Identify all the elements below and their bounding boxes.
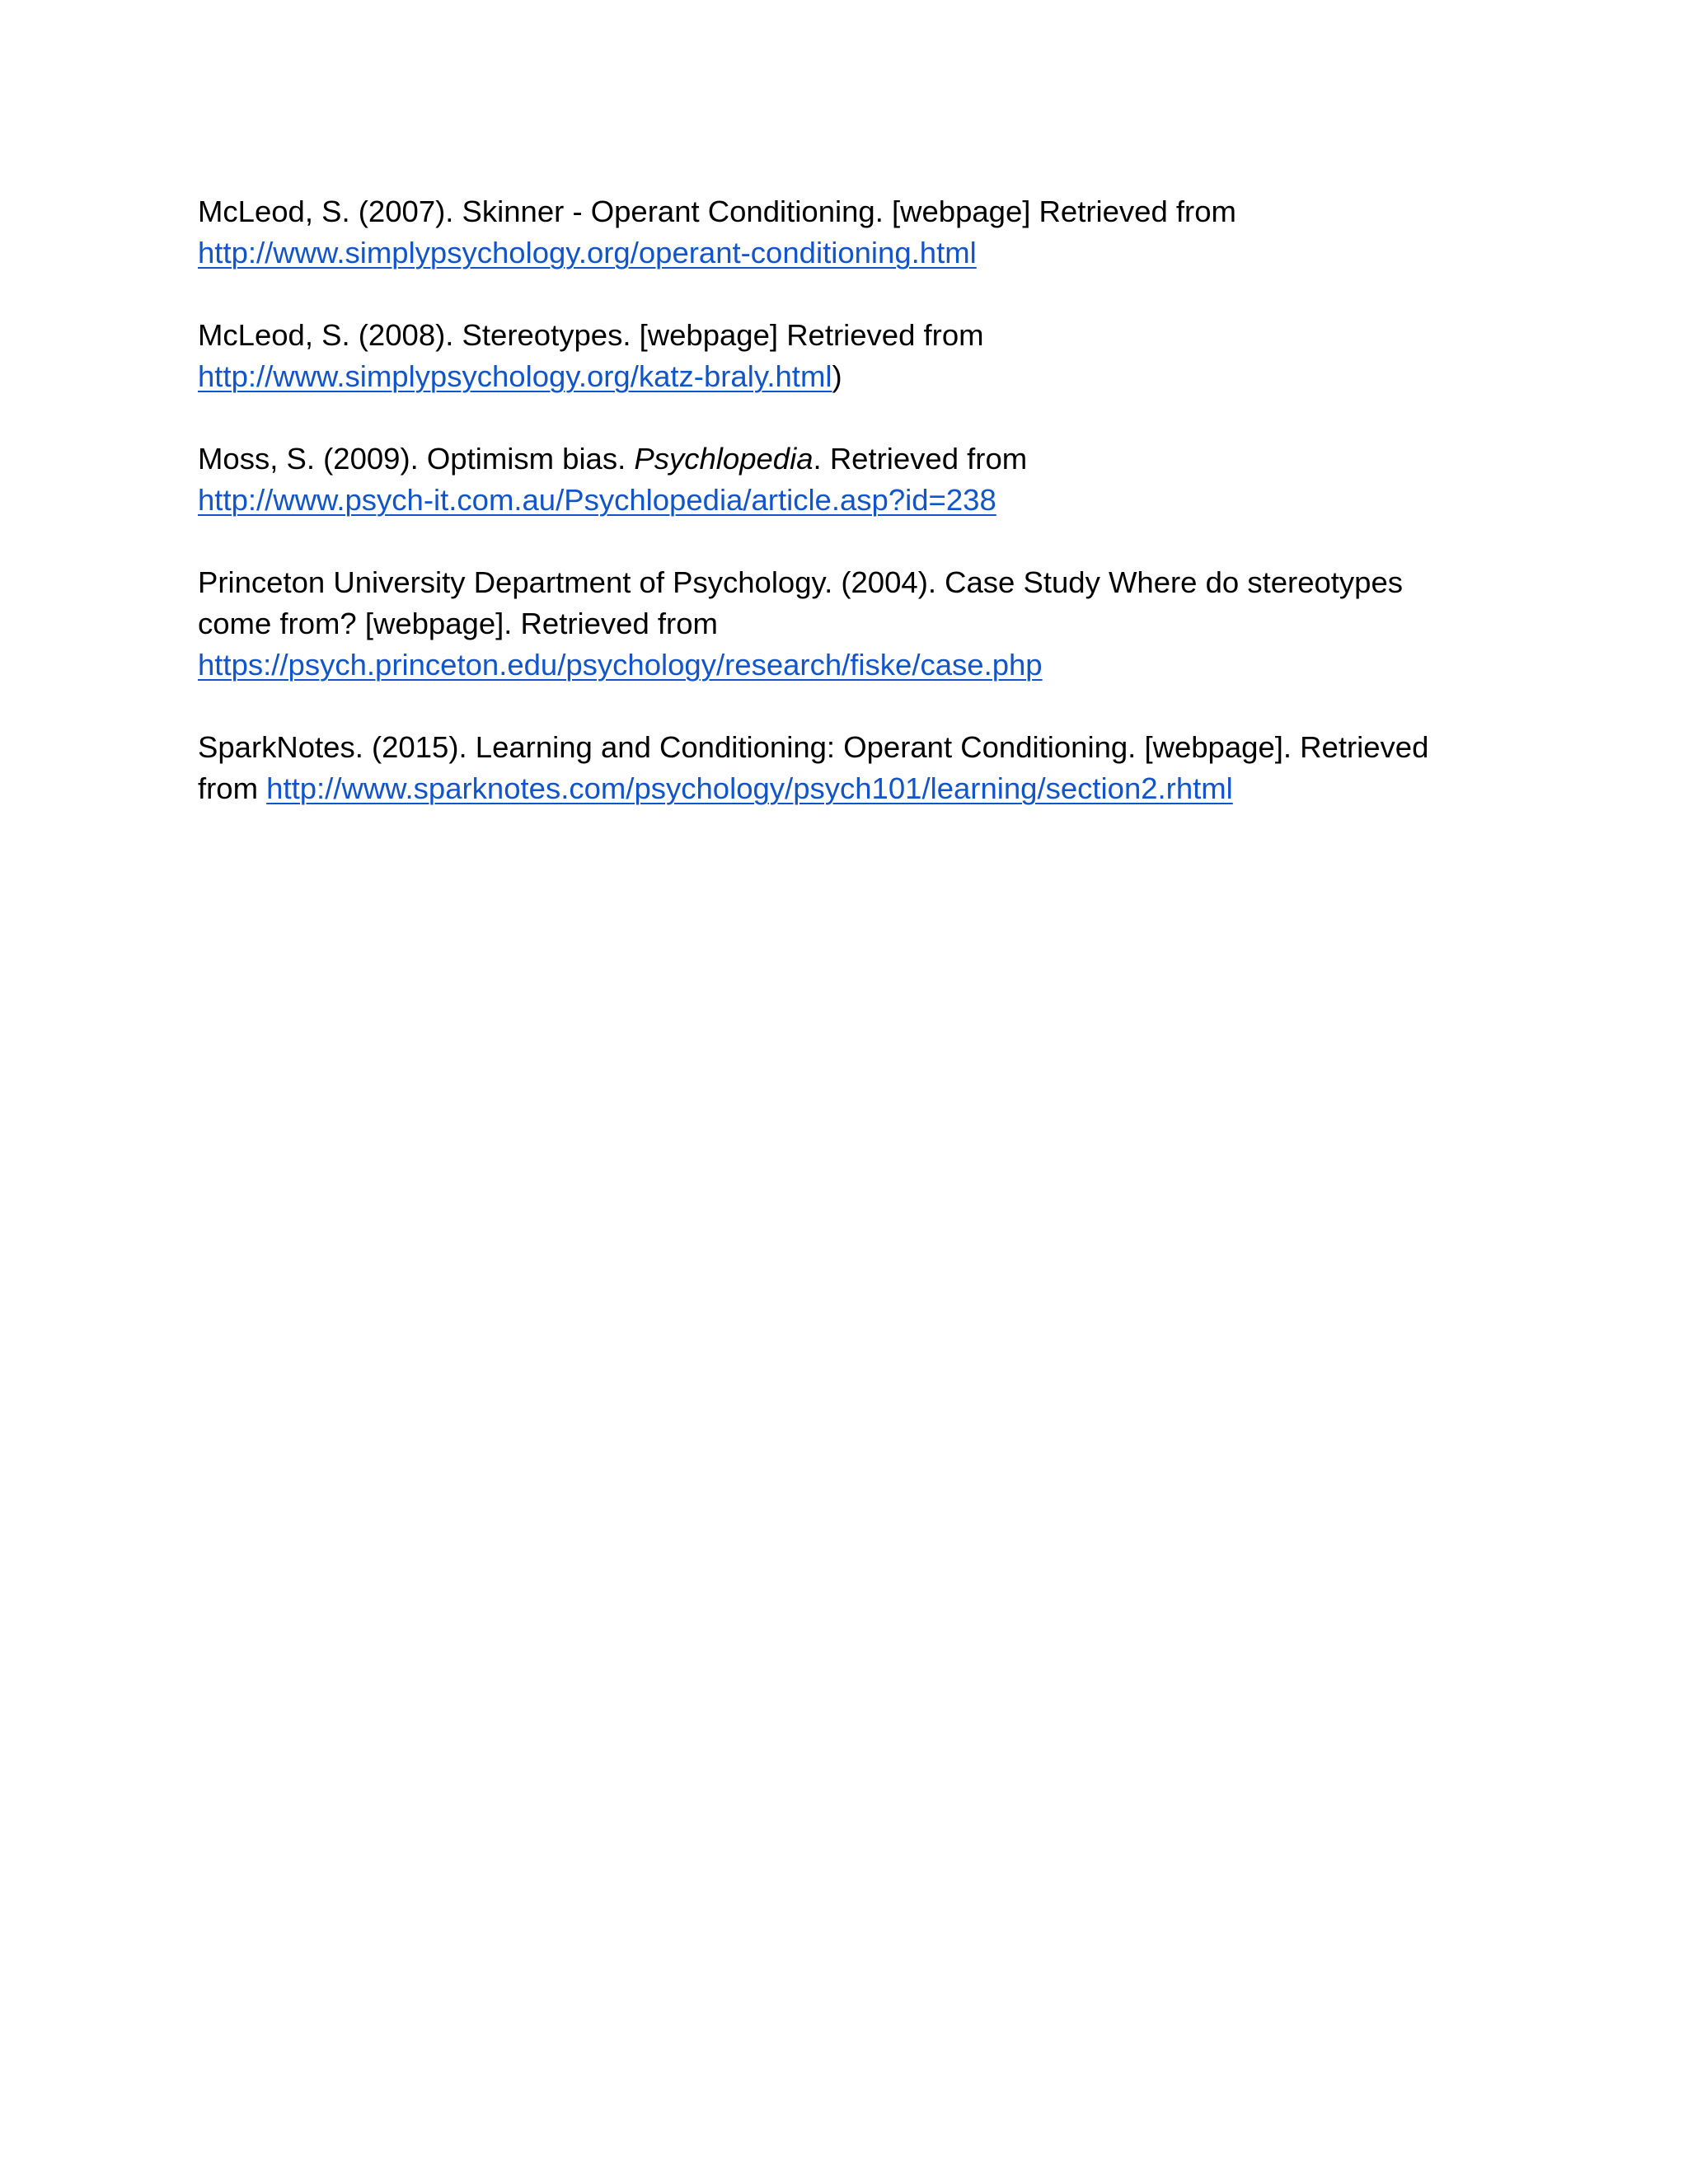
reference-text: McLeod, S. (2007). Skinner - Operant Conditioning. [webpage] Retrieved from <box>198 194 1236 228</box>
journal-title: Psychlopedia <box>634 442 814 476</box>
reference-entry <box>198 562 1500 686</box>
reference-entry <box>198 315 1500 397</box>
reference-text: SparkNotes. (2015). Learning and Conditioning: Operant Conditioning. [webpage]. Retrieved <box>198 730 1429 764</box>
reference-text: Princeton University Department of Psychology. (2004). Case Study Where do stereotypes <box>198 565 1404 599</box>
reference-entry <box>198 438 1500 521</box>
reference-text: come from? [webpage]. Retrieved from <box>198 607 718 640</box>
reference-text: Moss, S. (2009). Optimism bias. <box>198 442 635 476</box>
reference-entry <box>198 191 1500 274</box>
reference-text: McLeod, S. (2008). Stereotypes. [webpage] Retrieved from <box>198 318 984 352</box>
reference-link[interactable]: https://psych.princeton.edu/psychology/research/fiske/case.php <box>198 648 1043 682</box>
reference-link[interactable]: http://www.simplypsychology.org/katz-braly.html <box>198 359 832 393</box>
reference-list <box>198 191 1500 851</box>
reference-link[interactable]: http://www.simplypsychology.org/operant-conditioning.html <box>198 236 977 269</box>
closing-paren: ) <box>832 359 842 393</box>
reference-link[interactable]: http://www.sparknotes.com/psychology/psych101/learning/section2.rhtml <box>266 771 1233 805</box>
reference-link[interactable]: http://www.psych-it.com.au/Psychlopedia/article.asp?id=238 <box>198 483 996 517</box>
reference-text: . Retrieved from <box>813 442 1028 476</box>
reference-text: from <box>198 771 267 805</box>
reference-entry <box>198 727 1500 809</box>
